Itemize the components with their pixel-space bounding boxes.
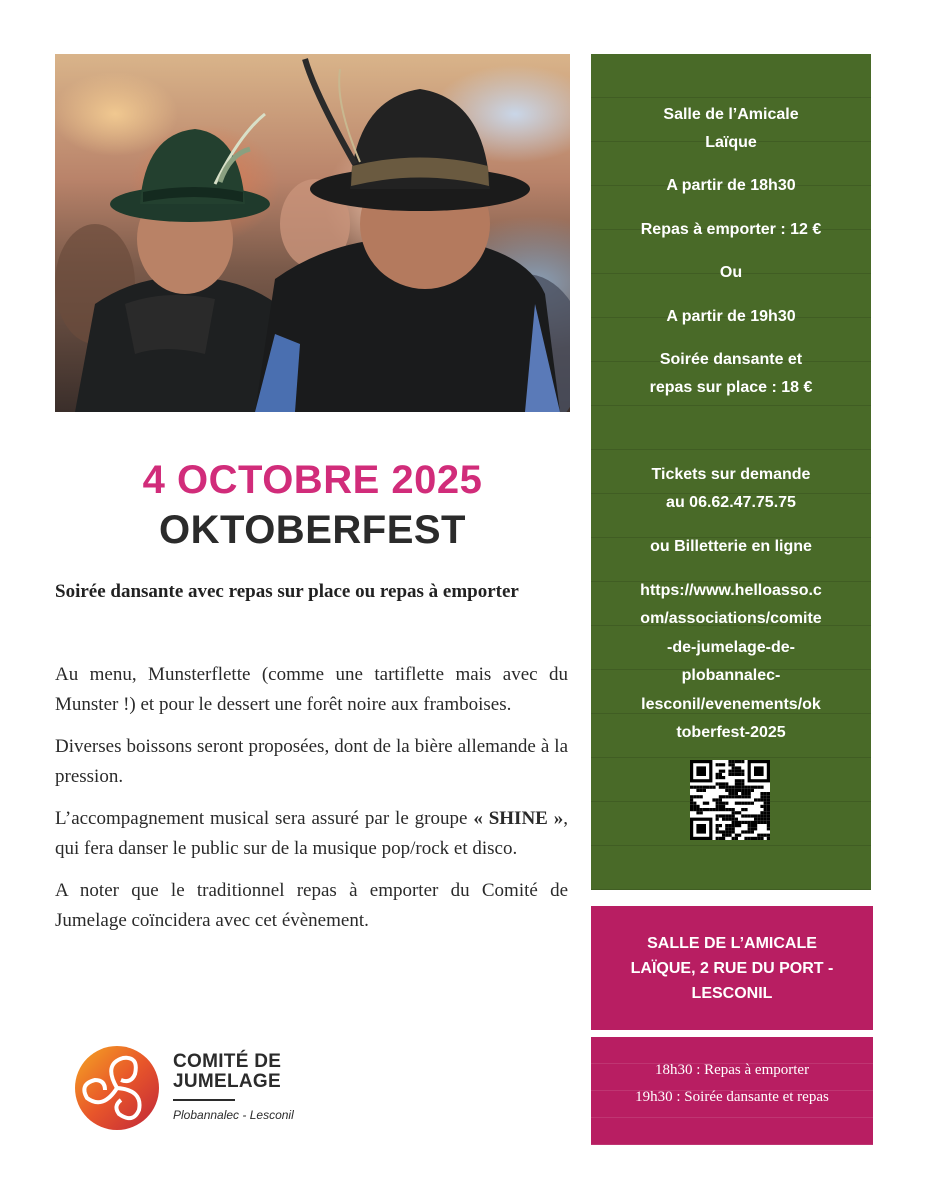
dinner-time: A partir de 19h30 [666, 308, 796, 325]
address-line-1: SALLE DE L’AMICALE [647, 935, 817, 952]
dinner-price: repas sur place : 18 € [649, 379, 813, 396]
drinks-paragraph: Diverses boissons seront proposées, dont de la bière allemande à la pression. [55, 736, 568, 787]
tickets-line-1: Tickets sur demande [651, 466, 811, 483]
schedule-box [591, 1037, 873, 1145]
logo-subtitle: Plobannalec - Lesconil [173, 1108, 294, 1122]
music-text-after: , qui fera danser le public sur de la musique pop/rock et disco. [55, 808, 568, 859]
event-subtitle: Soirée dansante avec repas sur place ou repas à emporter [55, 581, 519, 602]
event-description [55, 660, 568, 948]
address-box [591, 906, 873, 1030]
ticket-url-line[interactable]: lesconil/evenements/ok [641, 696, 821, 713]
schedule-line-1: 18h30 : Repas à emporter [654, 1062, 810, 1078]
photo-illustration [55, 54, 570, 412]
note-paragraph: A noter que le traditionnel repas à emporter du Comité de Jumelage coïncidera avec cet évènement. [55, 880, 568, 931]
address-line-3: LESCONIL [691, 985, 773, 1002]
venue-line-2: Laïque [705, 134, 757, 151]
dinner-line-1: Soirée dansante et [659, 351, 803, 368]
ticket-url-line[interactable]: plobannalec- [681, 667, 781, 684]
qr-code[interactable] [690, 760, 770, 840]
ticket-url-line[interactable]: -de-jumelage-de- [666, 639, 795, 656]
info-panel [591, 54, 871, 890]
logo-line-1: COMITÉ DE [173, 1051, 282, 1072]
hero-photo [55, 54, 570, 412]
triskel-icon [73, 1044, 163, 1134]
or-separator: Ou [719, 264, 743, 281]
ticket-url-line[interactable]: toberfest-2025 [676, 724, 786, 741]
takeaway-time: A partir de 18h30 [666, 177, 796, 194]
schedule-line-2: 19h30 : Soirée dansante et repas [635, 1089, 829, 1105]
music-paragraph [55, 804, 568, 864]
logo-divider [173, 1099, 235, 1101]
ticket-url-line[interactable]: https://www.helloasso.c [640, 582, 822, 599]
music-text-before: L’accompagnement musical sera assuré par le groupe [55, 808, 474, 829]
logo-title [173, 1052, 281, 1092]
qr-code-icon [690, 760, 770, 840]
comite-jumelage-logo [73, 1044, 303, 1134]
menu-paragraph: Au menu, Munsterflette (comme une tartiflette mais avec du Munster !) et pour le dessert une forêt noire aux framboises. [55, 664, 568, 715]
online-ticketing: ou Billetterie en ligne [650, 538, 812, 555]
venue-line-1: Salle de l’Amicale [663, 106, 799, 123]
band-name: « SHINE » [473, 808, 564, 829]
tickets-phone: au 06.62.47.75.75 [666, 494, 796, 511]
event-date: 4 OCTOBRE 2025 [142, 458, 483, 502]
takeaway-price: Repas à emporter : 12 € [640, 221, 822, 238]
ticket-url-line[interactable]: om/associations/comite [640, 610, 822, 627]
address-line-2: LAÏQUE, 2 RUE DU PORT - [630, 960, 834, 977]
event-title: OKTOBERFEST [158, 508, 466, 552]
logo-line-2: JUMELAGE [173, 1071, 281, 1092]
